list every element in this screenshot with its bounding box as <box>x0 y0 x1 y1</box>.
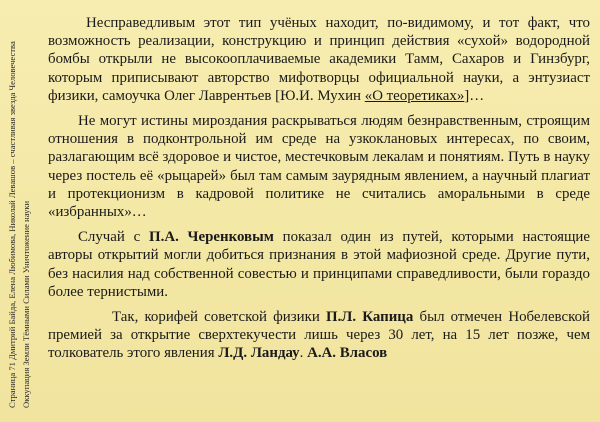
paragraph-4-text-a: Так, корифей советской физики <box>112 309 326 326</box>
margin-caption-text-1: Страница 71 Дмитрий Байда, Елена Любимова, Николай Левашов – счастливая звезда Человечества <box>7 41 17 408</box>
paragraph-1-text: Несправедливым этот тип учёных находит, по-видимому, и тот факт, что возможность реализации, конструкцию и принцип действия «сухой» водородной бомбы открыли не высокооплачиваемые академики Тамм, Сахаров и Гинзбург, которым приписывают авторство мифотворцы официальной науки, а энтузиаст физики, самоучка Олег Лаврентьев [Ю.И. Мухин <box>48 15 590 104</box>
paragraph-1 <box>48 14 590 105</box>
margin-caption-line-1 <box>6 28 20 408</box>
name-vlasov: А.А. Власов <box>307 345 388 362</box>
paragraph-1-end: ]… <box>464 87 485 104</box>
body-text <box>48 14 590 370</box>
paragraph-3-text-b: показал один из путей, которыми настоящие авторы открытий могли добиться признания в этой мафиозной среде. Другие пути, без насилия над собственной совестью и принципами справедливости, были гораздо более тернистыми. <box>48 229 590 300</box>
paragraph-3 <box>48 228 590 301</box>
name-kapitsa: П.Л. Капица <box>326 309 414 326</box>
name-cherenkov: П.А. Черенковым <box>149 229 274 246</box>
paragraph-4-text-b: был отмечен Нобелевской премией за открытие сверхтекучести лишь через 30 лет, на 15 лет позже, чем толкователь этого явления <box>48 309 590 362</box>
name-landau: Л.Д. Ландау <box>218 345 300 362</box>
paragraph-2: Не могут истины мироздания раскрываться людям безнравственным, строящим отношения в подконтрольной им среде на узкоклановых интересах, по своим, разлагающим всё здоровое и чистое, местечковым лекалам и понятиям. Путь в науку через постель её «рыцарей» был там самым заурядным явлением, а научный плагиат и протекционизм в кадровой политике не считались аморальными в среде «избранных»… <box>48 113 590 221</box>
paragraph-3-text-a: Случай с <box>78 229 150 246</box>
margin-caption-line-2 <box>20 28 34 408</box>
paragraph-4 <box>48 308 590 363</box>
reference-link[interactable]: «О теоретиках» <box>364 87 465 104</box>
paragraph-4-text-c: . <box>299 345 308 362</box>
margin-caption <box>4 28 38 408</box>
margin-caption-text-2: Оккупация Земли Тёмными Силами Уничтожение науки <box>21 200 31 408</box>
